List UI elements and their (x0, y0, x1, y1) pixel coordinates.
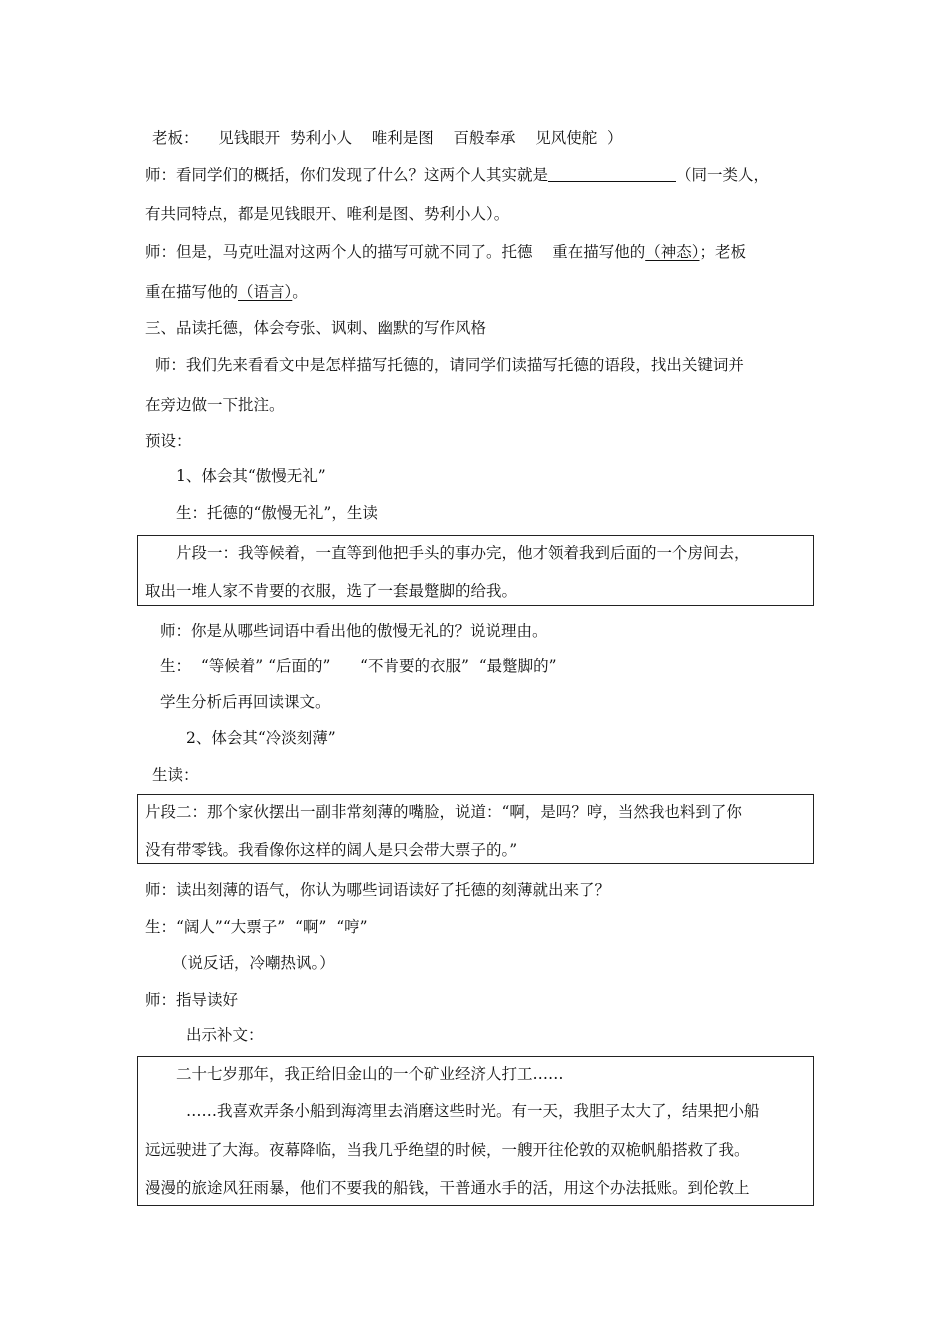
excerpt-2-line-2: 没有带零钱。我看像你这样的阔人是只会带大票子的。” (145, 841, 518, 859)
excerpt-1-line-2: 取出一堆人家不肯要的衣服，选了一套最蹩脚的给我。 (145, 582, 518, 600)
analysis-line: 学生分析后再回读课文。 (160, 693, 331, 711)
teacher-line-1-continued: 有共同特点，都是见钱眼开、唯利是图、势利小人）。 (145, 205, 510, 223)
answer-expression: （神态） (645, 243, 700, 261)
teacher-line-1 (145, 165, 769, 185)
teacher-line-2-text: 师：但是，马克吐温对这两个人的描写可就不同了。托德 重在描写他的 (145, 243, 646, 261)
teacher-line-6: 师：指导读好 (145, 991, 239, 1009)
note-line: （说反话，冷嘲热讽。） (172, 954, 335, 972)
teacher-line-3-continued: 在旁边做一下批注。 (145, 396, 285, 414)
section-3-heading: 三、品读托德，体会夸张、讽刺、幽默的写作风格 (145, 319, 487, 337)
student-line-1: 生：托德的“傲慢无礼”，生读 (176, 504, 378, 522)
teacher-line-2-tail: ；老板 (699, 243, 746, 261)
excerpt-2-line-1: 片段二：那个家伙摆出一副非常刻薄的嘴脸，说道：“啊，是吗？哼，当然我也料到了你 (145, 803, 742, 821)
item-1-heading: 1、体会其“傲慢无礼” (176, 467, 326, 485)
teacher-line-1-answer: （同一类人， (676, 166, 770, 184)
item-2-heading: 2、体会其“冷淡刻薄” (186, 729, 336, 747)
teacher-line-2-cont-text: 重在描写他的 (145, 283, 239, 301)
excerpt-3-line-2: ……我喜欢弄条小船到海湾里去消磨这些时光。有一天，我胆子太大了，结果把小船 (186, 1102, 760, 1120)
teacher-line-2 (145, 242, 746, 262)
student-line-3: 生：“阔人”“大票子” “啊” “哼” (145, 918, 368, 936)
boss-summary-line: 老板： 见钱眼开 势利小人 唯利是图 百般奉承 见风使舵 ） (152, 129, 623, 147)
answer-language: （语言） (238, 283, 293, 301)
excerpt-1-line-1: 片段一：我等候着，一直等到他把手头的事办完，他才领着我到后面的一个房间去， (176, 544, 750, 562)
teacher-line-5: 师：读出刻薄的语气，你认为哪些词语读好了托德的刻薄就出来了？ (145, 881, 611, 899)
preset-label: 预设： (145, 432, 192, 450)
fill-in-blank (548, 165, 676, 182)
teacher-line-1-text: 师：看同学们的概括，你们发现了什么？这两个人其实就是 (145, 166, 549, 184)
student-read-label: 生读： (152, 766, 199, 784)
teacher-line-4: 师：你是从哪些词语中看出他的傲慢无礼的？说说理由。 (160, 622, 548, 640)
excerpt-3-line-1: 二十七岁那年，我正给旧金山的一个矿业经济人打工…… (176, 1065, 564, 1083)
teacher-line-3: 师：我们先来看看文中是怎样描写托德的，请同学们读描写托德的语段，找出关键词并 (145, 356, 744, 374)
teacher-line-2-continued (145, 282, 308, 302)
excerpt-3-line-4: 漫漫的旅途风狂雨暴，他们不要我的船钱，干普通水手的活，用这个办法抵账。到伦敦上 (145, 1179, 750, 1197)
excerpt-3-line-3: 远远驶进了大海。夜幕降临，当我几乎绝望的时候，一艘开往伦敦的双桅帆船搭救了我。 (145, 1141, 750, 1159)
student-line-2: 生： “等候着” “后面的” “不肯要的衣服” “最蹩脚的” (160, 657, 557, 675)
teacher-line-2-period: 。 (292, 283, 308, 301)
supplement-label: 出示补文： (186, 1026, 264, 1044)
